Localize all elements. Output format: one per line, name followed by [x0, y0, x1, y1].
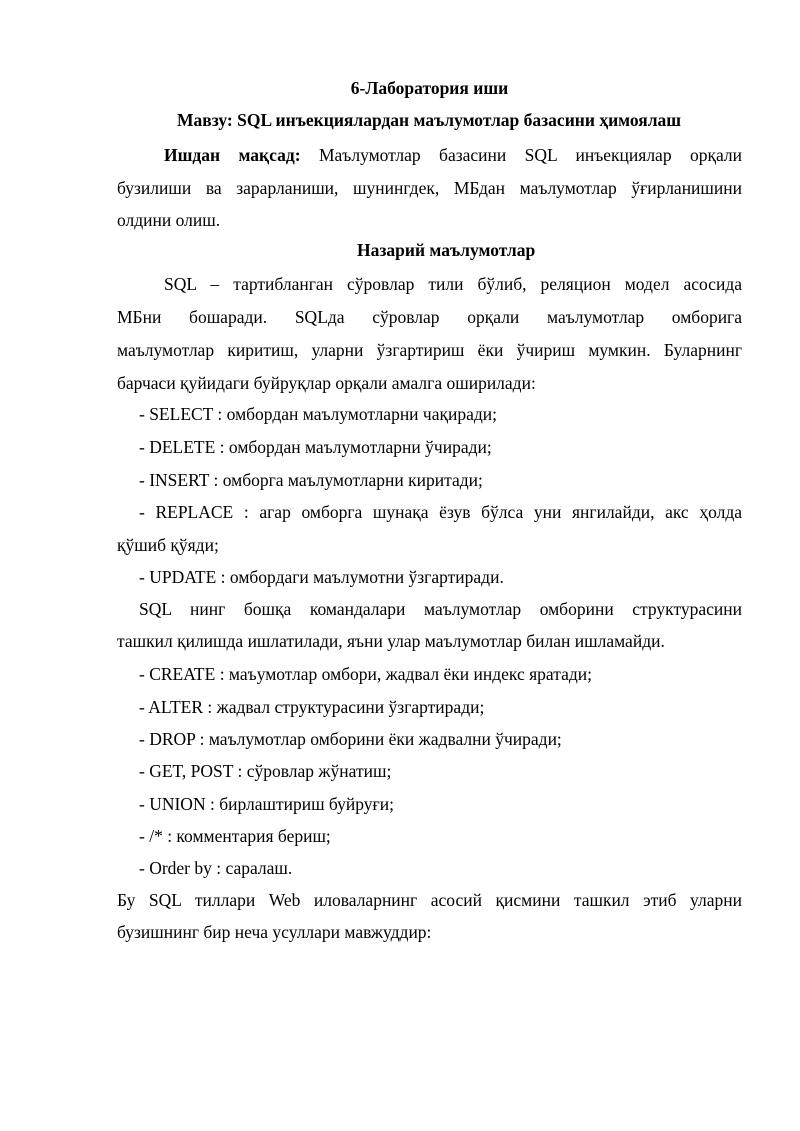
theory-p1-line-2: МБни бошаради. SQLда сўровлар орқали маълумотлар омборига [117, 307, 742, 327]
theory-p1-line-4: барчаси қуйидаги буйруқлар орқали амалга оширилади: [117, 373, 536, 393]
theory-p2-line-2: ташкил қилишда ишлатилади, яъни улар маълумотлар билан ишламайди. [117, 631, 665, 651]
goal-line-1 [164, 144, 742, 166]
command-replace-line-1: - REPLACE : агар омборга шунақа ёзув бўлса уни янгилайди, акс ҳолда [139, 502, 742, 522]
command-replace-line-2: қўшиб қўяди; [117, 535, 219, 555]
goal-label: Ишдан мақсад: [164, 145, 301, 165]
command-comment: - /* : комментария бериш; [139, 826, 331, 846]
theory-p2-line-1: SQL нинг бошқа командалари маълумотлар омборини структурасини [139, 599, 742, 619]
command-create: - CREATE : маъумотлар омбори, жадвал ёки индекс яратади; [139, 664, 592, 684]
command-delete: - DELETE : омбордан маълумотларни ўчиради; [139, 437, 492, 457]
theory-p1-line-1: SQL – тартибланган сўровлар тили бўлиб, реляцион модел асосида [164, 274, 742, 294]
goal-line-3: олдини олиш. [117, 210, 221, 230]
command-get-post: - GET, POST : сўровлар жўнатиш; [139, 761, 392, 781]
command-insert: - INSERT : омборга маълумотларни киритади; [139, 470, 483, 490]
command-alter: - ALTER : жадвал структурасини ўзгартиради; [139, 697, 485, 717]
theory-p3-line-2: бузишнинг бир неча усуллари мавжуддир: [117, 922, 432, 942]
command-update: - UPDATE : омбордаги маълумотни ўзгартиради. [139, 567, 504, 587]
topic-heading: Мавзу: SQL инъекциялардан маълумотлар базасини ҳимоялаш [177, 110, 682, 130]
theory-p1-line-3: маълумотлар киритиш, уларни ўзгартириш ёки ўчириш мумкин. Буларнинг [117, 340, 742, 360]
theory-p3-line-1: Бу SQL тиллари Web иловаларнинг асосий қисмини ташкил этиб уларни [117, 890, 742, 910]
lab-title: 6-Лаборатория иши [350, 78, 509, 98]
command-order-by: - Order by : саралаш. [139, 858, 293, 878]
theory-heading: Назарий маълумотлар [357, 240, 536, 260]
command-union: - UNION : бирлаштириш буйруғи; [139, 794, 394, 814]
command-select: - SELECT : омбордан маълумотларни чақиради; [139, 404, 498, 424]
command-drop: - DROP : маълумотлар омборини ёки жадвални ўчиради; [139, 729, 562, 749]
goal-line-2: бузилиши ва зарарланиши, шунингдек, МБдан маълумотлар ўғирланишини [117, 178, 742, 198]
goal-line-1-text: Маълумотлар базасини SQL инъекциялар орқали [318, 145, 742, 165]
